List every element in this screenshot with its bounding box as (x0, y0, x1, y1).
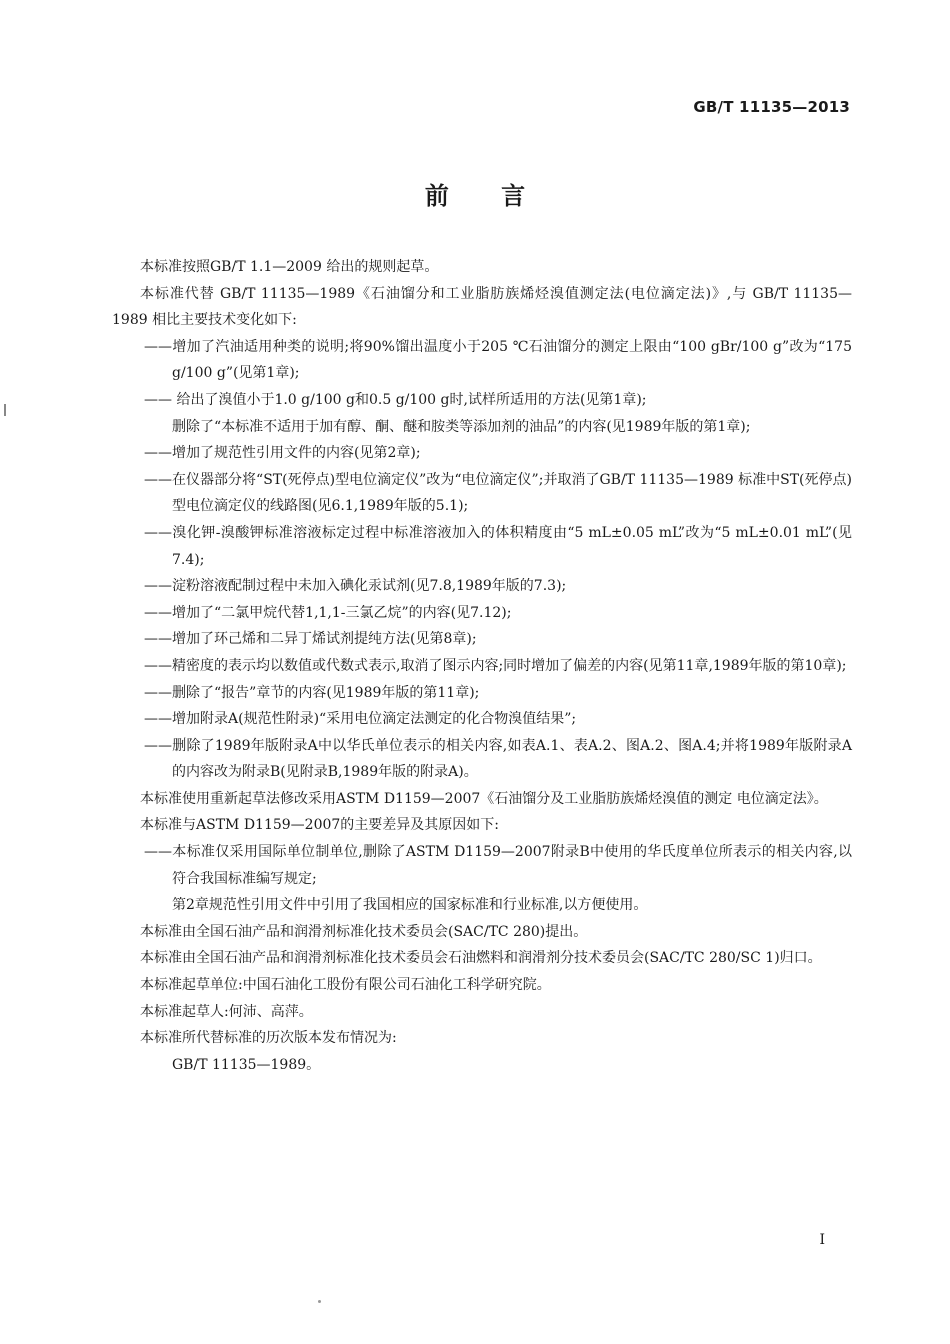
paragraph: 本标准使用重新起草法修改采用ASTM D1159—2007《石油馏分及工业脂肪族烯烃溴值的测定 电位滴定法》。 (140, 790, 828, 807)
previous-edition: GB/T 11135—1989。 (172, 1056, 321, 1073)
paragraph: 本标准所代替标准的历次版本发布情况为: (140, 1030, 397, 1047)
list-item: ——淀粉溶液配制过程中未加入碘化汞试剂(见7.8,1989年版的7.3); (144, 578, 567, 595)
paragraph: 本标准由全国石油产品和润滑剂标准化技术委员会石油燃料和润滑剂分技术委员会(SAC/TC 280/SC 1)归口。 (140, 950, 822, 967)
paragraph: 本标准起草人:何沛、高萍。 (140, 1003, 313, 1020)
page-title: 前 言 (424, 182, 526, 210)
list-item-continuation: 第2章规范性引用文件中引用了我国相应的国家标准和行业标准,以方便使用。 (172, 897, 648, 914)
paragraph: 本标准起草单位:中国石油化工股份有限公司石油化工科学研究院。 (140, 977, 551, 994)
list-item: ——增加了环己烯和二异丁烯试剂提纯方法(见第8章); (144, 631, 477, 648)
list-item: ——删除了“报告”章节的内容(见1989年版的第11章); (144, 684, 480, 701)
page-number: I (819, 1232, 825, 1248)
list-item: ——在仪器部分将“ST(死停点)型电位滴定仪”改为“电位滴定仪”;并取消了GB/T 11135—1989 标准中ST(死停点)型电位滴定仪的线路图(见6.1,1989年版的5.1); (144, 471, 852, 515)
list-item: ——精密度的表示均以数值或代数式表示,取消了图示内容;同时增加了偏差的内容(见第11章,1989年版的第10章); (144, 657, 847, 674)
list-item: ——本标准仅采用国际单位制单位,删除了ASTM D1159—2007附录B中使用的华氏度单位所表示的相关内容,以符合我国标准编写规定; (144, 844, 852, 887)
list-item: ——增加了“二氯甲烷代替1,1,1-三氯乙烷”的内容(见7.12); (144, 604, 512, 621)
paragraph: 本标准代替 GB/T 11135—1989《石油馏分和工业脂肪族烯烃溴值测定法(电位滴定法)》,与 GB/T 11135—1989 相比主要技术变化如下: (112, 285, 852, 329)
paragraph: 本标准按照GB/T 1.1—2009 给出的规则起草。 (140, 259, 439, 275)
scan-mark (4, 404, 6, 416)
list-item: ——增加附录A(规范性附录)“采用电位滴定法测定的化合物溴值结果”; (144, 711, 577, 728)
paragraph: 本标准与ASTM D1159—2007的主要差异及其原因如下: (140, 817, 500, 834)
document-body (112, 254, 852, 1078)
scan-speck (318, 1300, 321, 1303)
list-item: —— 给出了溴值小于1.0 g/100 g和0.5 g/100 g时,试样所适用的方法(见第1章); (144, 391, 647, 408)
list-item: ——溴化钾-溴酸钾标准溶液标定过程中标准溶液加入的体积精度由“5 mL±0.05 mL”改为“5 mL±0.01 mL”(见7.4); (144, 524, 852, 568)
standard-number: GB/T 11135—2013 (693, 98, 850, 116)
paragraph: 本标准由全国石油产品和润滑剂标准化技术委员会(SAC/TC 280)提出。 (140, 923, 588, 940)
list-item-continuation: 删除了“本标准不适用于加有醇、酮、醚和胺类等添加剂的油品”的内容(见1989年版的第1章); (172, 418, 751, 435)
list-item: ——删除了1989年版附录A中以华氏单位表示的相关内容,如表A.1、表A.2、图A.2、图A.4;并将1989年版附录A的内容改为附录B(见附录B,1989年版的附录A)。 (144, 737, 852, 781)
list-item: ——增加了规范性引用文件的内容(见第2章); (144, 445, 421, 462)
list-item: ——增加了汽油适用种类的说明;将90%馏出温度小于205 ℃石油馏分的测定上限由“100 gBr/100 g”改为“175 g/100 g”(见第1章); (144, 338, 852, 382)
